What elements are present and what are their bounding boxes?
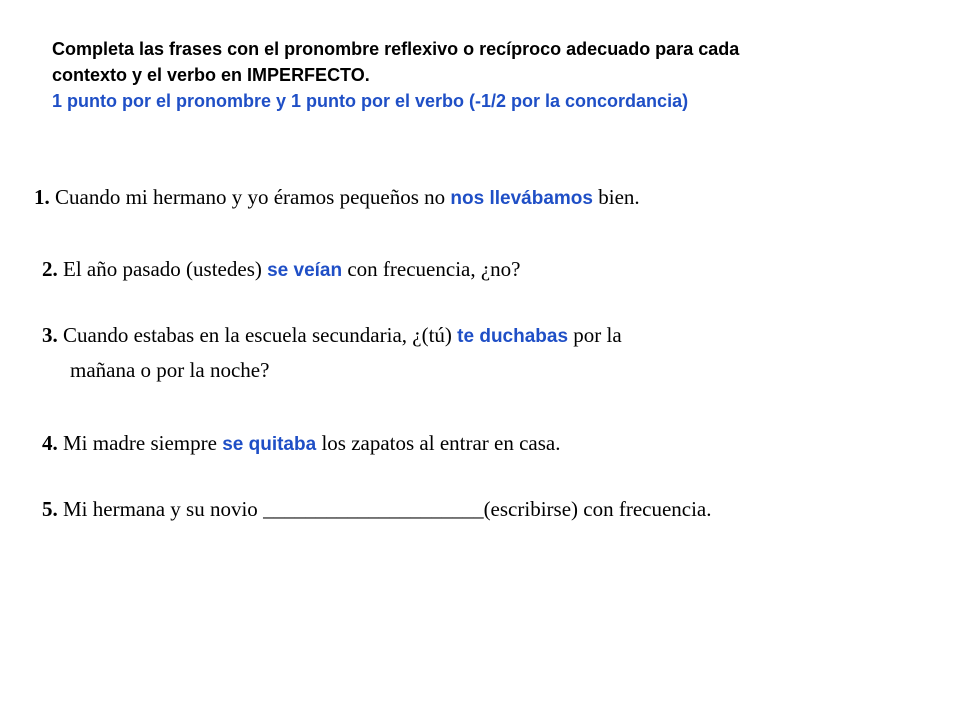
- scoring-note: 1 punto por el pronombre y 1 punto por el verbo (-1/2 por la concordancia): [52, 91, 689, 111]
- exercise-item-5: [42, 494, 712, 524]
- item-number: 1.: [34, 185, 50, 209]
- item-text-before: Mi hermana y su novio: [57, 497, 264, 521]
- instructions-line-2: contexto y el verbo en IMPERFECTO.: [52, 65, 370, 85]
- item-text-before: Cuando mi hermano y yo éramos pequeños no: [49, 185, 451, 209]
- exercise-item-2: [42, 254, 521, 286]
- answer-blank: _____________________: [263, 497, 484, 521]
- item-text-after: (escribirse) con frecuencia.: [483, 497, 712, 521]
- item-answer: te duchabas: [457, 326, 569, 347]
- item-number: 2.: [42, 257, 58, 281]
- instructions-line-1: Completa las frases con el pronombre reflexivo o recíproco adecuado para cada: [52, 39, 740, 59]
- item-number: 3.: [42, 323, 58, 347]
- instructions-header: [52, 36, 932, 114]
- exercise-item-3-continuation: mañana o por la noche?: [70, 358, 270, 382]
- item-text-before: Cuando estabas en la escuela secundaria, ¿(tú): [57, 323, 458, 347]
- item-text-after: bien.: [592, 185, 640, 209]
- exercise-item-4: [42, 428, 561, 460]
- item-text-before: Mi madre siempre: [57, 431, 223, 455]
- item-text-before: El año pasado (ustedes): [57, 257, 268, 281]
- item-answer: nos llevábamos: [450, 188, 593, 209]
- exercise-item-3: [42, 320, 622, 352]
- item-answer: se veían: [267, 260, 343, 281]
- exercise-item-1: [34, 182, 640, 214]
- item-number: 4.: [42, 431, 58, 455]
- item-number: 5.: [42, 497, 58, 521]
- item-answer: se quitaba: [222, 434, 317, 455]
- item-text-after: por la: [568, 323, 622, 347]
- item-text-after: los zapatos al entrar en casa.: [316, 431, 561, 455]
- item-text-after: con frecuencia, ¿no?: [342, 257, 521, 281]
